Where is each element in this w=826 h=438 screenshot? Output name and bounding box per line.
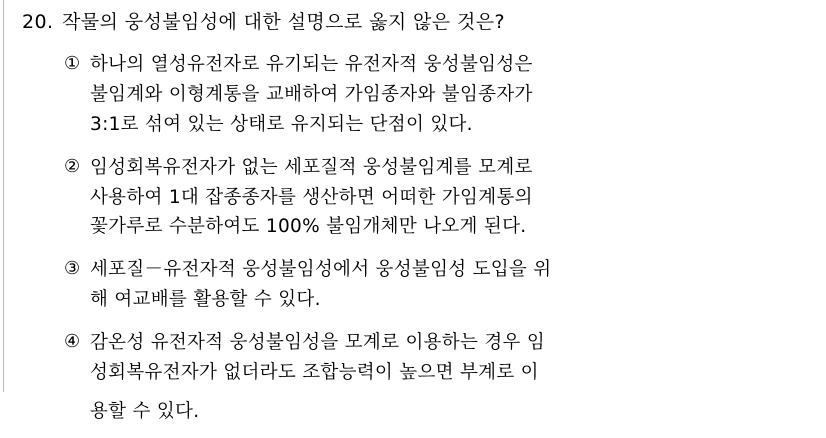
choice-text-2 [90,153,826,243]
choice-list [64,50,826,428]
choice-line: 용할 수 있다. [90,401,200,423]
choice-line: 세포질－유전자적 웅성불임성에서 웅성불임성 도입을 위 [90,259,552,281]
choice-line: 3:1로 섞여 있는 상태로 유지되는 단점이 있다. [90,113,473,135]
choice-marker-4: ④ [64,331,81,353]
choice-line: 불임계와 이형계통을 교배하여 가임종자와 불임종자가 [90,83,533,105]
choice-marker-3: ③ [64,258,81,280]
choice-line: 임성회복유전자가 없는 세포질적 웅성불임계를 모계로 [90,156,533,178]
choice-line: 하나의 열성유전자로 유기되는 유전자적 웅성불임성은 [90,53,533,75]
choice-marker-1: ① [64,52,81,74]
choice-text-3 [90,255,826,315]
question-stem-text: 작물의 웅성불임성에 대한 설명으로 옳지 않은 것은? [62,11,505,33]
choice-line: 사용하여 1대 잡종종자를 생산하면 어떠한 가임계통의 [90,186,533,208]
question-number: 20. [22,11,54,33]
choice-item[interactable] [64,50,826,140]
choice-item[interactable] [64,153,826,243]
question-block [22,10,826,427]
choice-line: 꽃가루로 수분하여도 100% 불임개체만 나오게 된다. [90,216,527,238]
choice-line: 해 여교배를 활용할 수 있다. [90,289,321,311]
choice-text-4 [90,328,826,427]
choice-line: 성회복유전자가 없더라도 조합능력이 높으면 부계로 이 [90,362,539,384]
choice-line: 감온성 유전자적 웅성불임성을 모계로 이용하는 경우 임 [90,332,546,354]
choice-item[interactable] [64,328,826,427]
choice-item[interactable] [64,255,826,315]
choice-text-1 [90,50,826,140]
page-edge-rule [3,0,4,392]
question-stem [22,10,826,36]
choice-marker-2: ② [64,155,81,177]
